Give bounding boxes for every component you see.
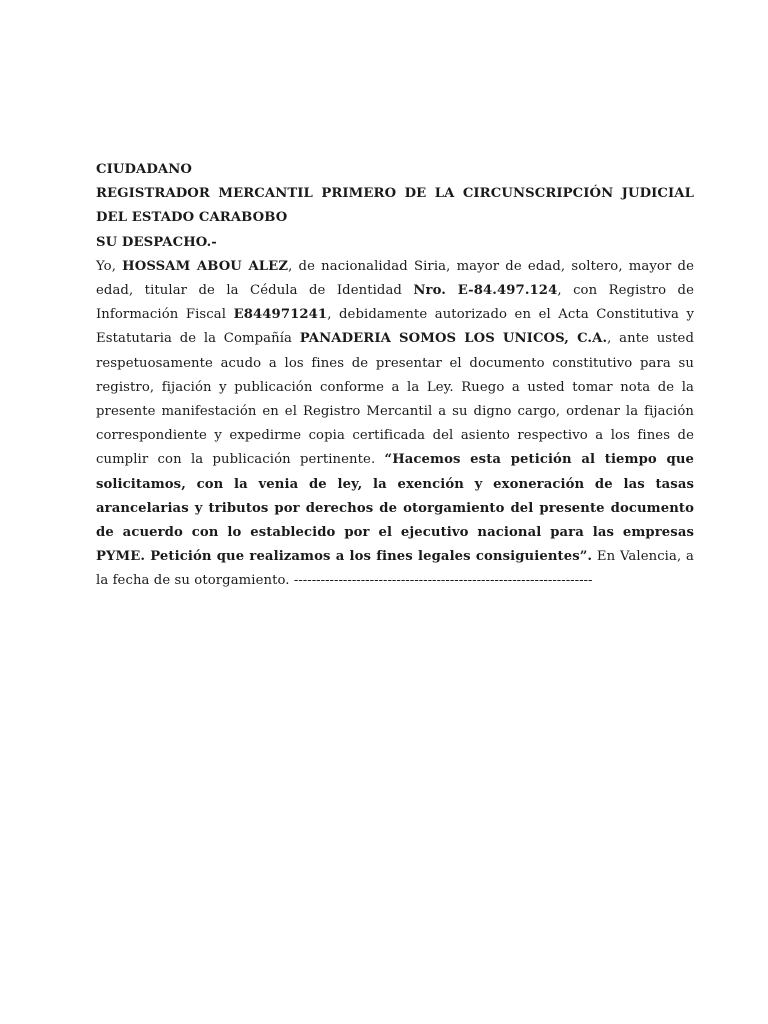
letter-body (96, 158, 694, 594)
dash-filler: ------------------------------------------------------------------- (293, 573, 593, 589)
body-text-2: , de nacionalidad Siria, mayor de edad, soltero, mayor de edad, titular de la Cédula de Identidad (96, 258, 694, 299)
fiscal-id: E844971241 (233, 307, 328, 323)
applicant-name: HOSSAM ABOU ALEZ (122, 258, 289, 274)
body-text-6: En Valencia, a la fecha de su otorgamiento. (96, 549, 694, 589)
body-text-4: , debidamente autorizado en el Acta Constitutiva y Estatutaria de la Compañía (96, 307, 694, 347)
body-text-3: , con Registro de Información Fiscal (96, 283, 694, 323)
addressee-office: REGISTRADOR MERCANTIL PRIMERO DE LA CIRCUNSCRIPCIÓN JUDICIAL (96, 186, 694, 202)
body-text-1: Yo, (96, 258, 123, 274)
addressee-jurisdiction: DEL ESTADO CARABOBO (96, 210, 288, 226)
addressee-dispatch: SU DESPACHO.- (96, 234, 217, 250)
company-name: PANADERIA SOMOS LOS UNICOS, C.A. (299, 331, 608, 347)
addressee-title: CIUDADANO (96, 162, 192, 177)
petition-statement: “Hacemos esta petición al tiempo que solicitamos, con la venia de ley, la exención y exoneración de las tasas arancelarias y tributos por derechos de otorgamiento del presente documento de acuerdo con lo establecido por el ejecutivo nacional para las empresas PYME. Petición que realizamos a los fines legales consiguientes”. (96, 452, 694, 565)
petition-paragraph (96, 255, 694, 594)
body-text-5: , ante usted respetuosamente acudo a los fines de presentar el documento constitutivo para su registro, fijación y publicación conforme a la Ley. Ruego a usted tomar nota de la presente manifestación en el Registro Mercantil a su digno cargo, ordenar la fijación correspondiente y expedirme copia certificada del asiento respectivo a los fines de cumplir con la publicación pertinente. (96, 331, 695, 468)
id-number: Nro. E-84.497.124 (413, 283, 558, 299)
